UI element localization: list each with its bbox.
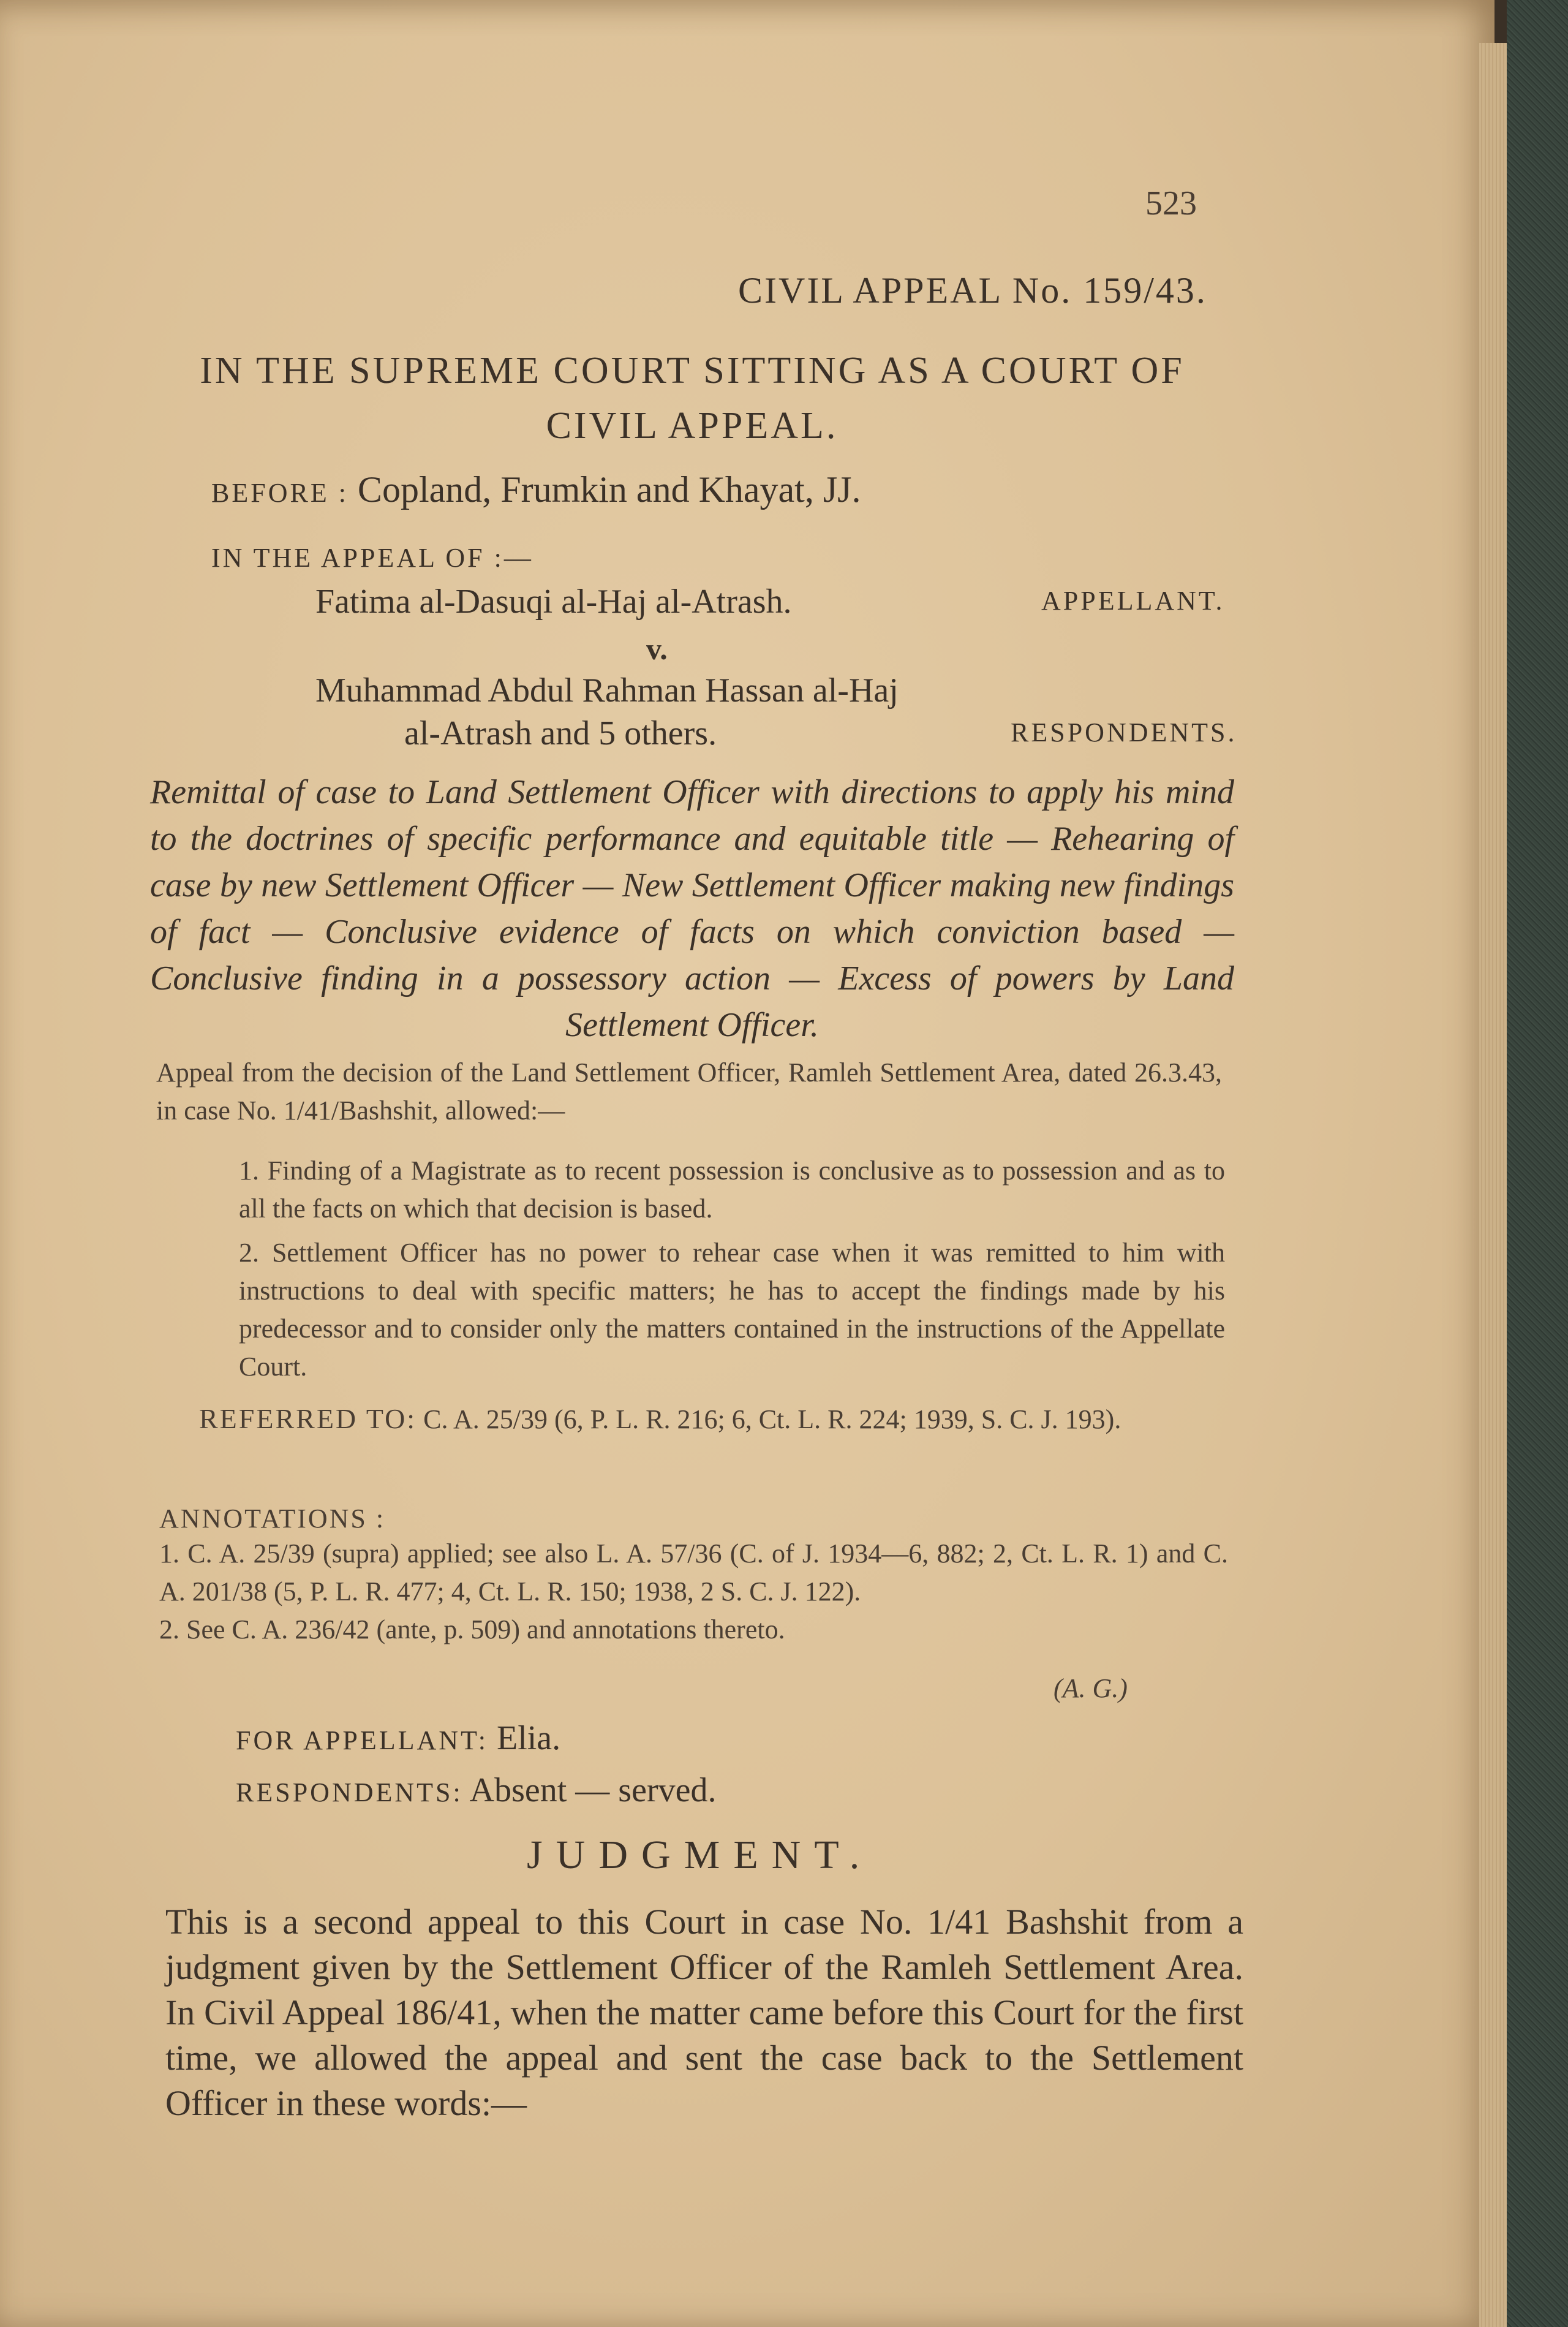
appellant-label: APPELLANT. xyxy=(1041,586,1225,616)
counsel-respondents xyxy=(236,1771,716,1810)
reporter-initials: (A. G.) xyxy=(1054,1673,1128,1703)
counsel-respondents-label: RESPONDENTS: xyxy=(236,1777,463,1807)
judgment-heading: JUDGMENT. xyxy=(527,1833,873,1877)
respondent-name-line1: Muhammad Abdul Rahman Hassan al-Haj xyxy=(315,672,899,709)
counsel-appellant xyxy=(236,1719,560,1758)
counsel-appellant-value: Elia. xyxy=(496,1719,561,1757)
annotations-label: ANNOTATIONS : xyxy=(159,1504,386,1534)
bench xyxy=(211,469,861,511)
referred-to-label: REFERRED TO: xyxy=(199,1403,417,1434)
court-title: IN THE SUPREME COURT SITTING AS A COURT OF CIVIL APPEAL. xyxy=(200,350,1185,447)
page-edges xyxy=(1479,43,1507,2327)
referred-to xyxy=(199,1400,1228,1439)
in-the-appeal-of: IN THE APPEAL OF :— xyxy=(211,543,533,573)
respondent-name-line2: al-Atrash and 5 others. xyxy=(404,714,717,752)
appeal-from: Appeal from the decision of the Land Settlement Officer, Ramleh Settlement Area, dated 26.3.43, in case No. 1/41/Bashshit, allowed:— xyxy=(156,1058,1222,1126)
judgment-text: This is a second appeal to this Court in case No. 1/41 Bashshit from a judgment given by the Settlement Officer of the Ramleh Settlement Area. In Civil Appeal 186/41, when the matter came before this Court for the first time, we allowed the appeal and sent the case back to the Settlement Officer in these words:— xyxy=(165,1902,1243,2123)
annotations-list xyxy=(159,1535,1228,1649)
page-number: 523 xyxy=(1145,184,1197,222)
versus: v. xyxy=(646,632,668,666)
holdings-list xyxy=(239,1152,1225,1392)
annotation-item: 1. C. A. 25/39 (supra) applied; see also L. A. 57/36 (C. of J. 1934—6, 882; 2, Ct. L. R. 1) and C. A. 201/38 (5, P. L. R. 477; 4, Ct. L. R. 150; 1938, 2 S. C. J. 122). xyxy=(159,1538,1228,1606)
counsel-appellant-label: FOR APPELLANT: xyxy=(236,1725,488,1755)
referred-to-text: C. A. 25/39 (6, P. L. R. 216; 6, Ct. L. R. 224; 1939, S. C. J. 193). xyxy=(423,1404,1121,1434)
holding-item: 2. Settlement Officer has no power to rehear case when it was remitted to him with instructions to deal with specific matters; he has to accept the findings made by his predecessor and to consider only the matters contained in the instructions of the Appellate Court. xyxy=(239,1238,1225,1382)
holding-item: 1. Finding of a Magistrate as to recent possession is conclusive as to possession and as to all the facts on which that decision is based. xyxy=(239,1156,1225,1224)
counsel-respondents-value: Absent — served. xyxy=(469,1771,717,1809)
judges: Copland, Frumkin and Khayat, JJ. xyxy=(357,469,861,510)
before-label: BEFORE : xyxy=(211,478,349,508)
headnote: Remittal of case to Land Settlement Officer with directions to apply his mind to the doctrines of specific performance and equitable title — Rehearing of case by new Settlement Officer — New Settlement Officer making new findings of fact — Conclusive evidence of facts on which conviction based — Conclusive finding in a possessory action — Excess of powers by Land Settlement Officer. xyxy=(150,773,1234,1044)
respondents-label: RESPONDENTS. xyxy=(1011,717,1237,747)
book-cover xyxy=(1507,0,1568,2327)
case-number: CIVIL APPEAL No. 159/43. xyxy=(738,270,1207,311)
appellant-name: Fatima al-Dasuqi al-Haj al-Atrash. xyxy=(315,583,792,621)
annotation-item: 2. See C. A. 236/42 (ante, p. 509) and annotations thereto. xyxy=(159,1614,785,1644)
